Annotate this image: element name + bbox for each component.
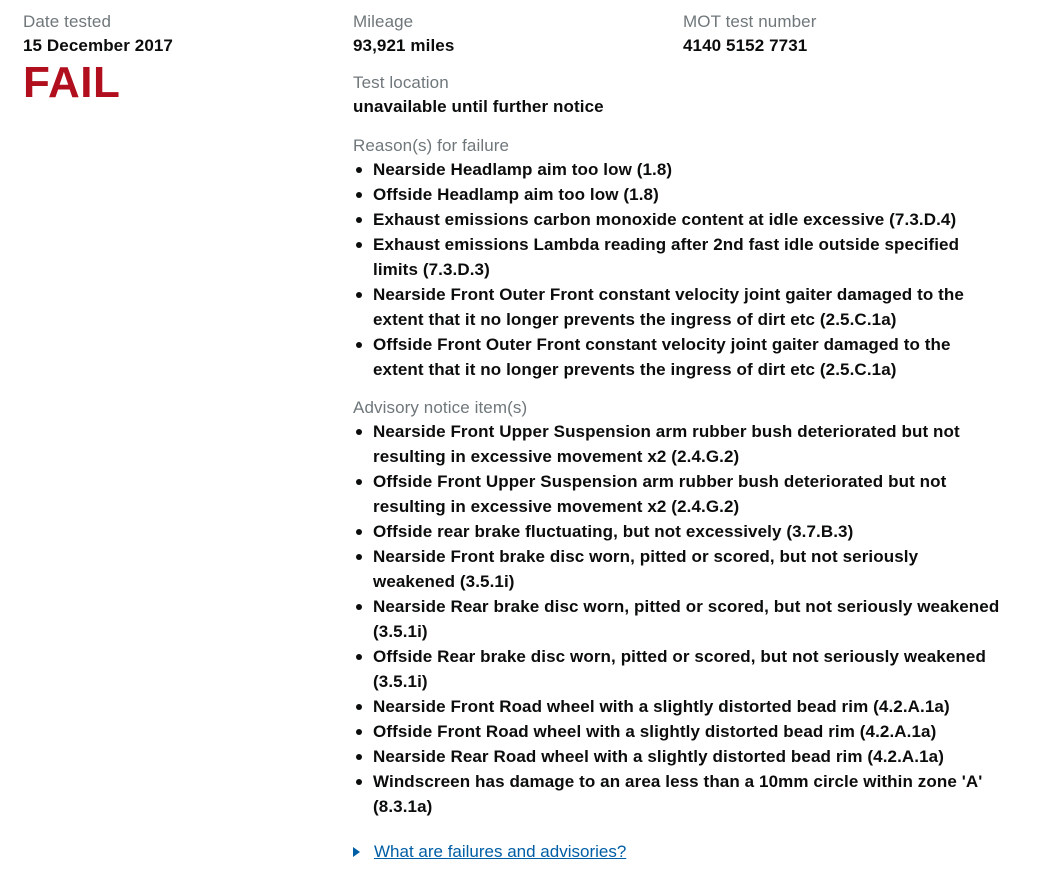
advisories-section <box>353 396 1003 819</box>
mileage-value: 93,921 miles <box>353 36 455 55</box>
advisory-item: Offside rear brake fluctuating, but not excessively (3.7.B.3) <box>353 519 1003 544</box>
test-details <box>353 10 1003 864</box>
failure-item: Exhaust emissions Lambda reading after 2nd fast idle outside specified limits (7.3.D.3) <box>353 232 1003 282</box>
failure-item: Offside Headlamp aim too low (1.8) <box>353 182 1003 207</box>
failures-advisories-help-link[interactable]: What are failures and advisories? <box>374 842 627 861</box>
advisory-item: Windscreen has damage to an area less than a 10mm circle within zone 'A' (8.3.1a) <box>353 769 1003 819</box>
advisory-item: Offside Front Road wheel with a slightly distorted bead rim (4.2.A.1a) <box>353 719 1003 744</box>
date-tested-value: 15 December 2017 <box>23 36 173 55</box>
mileage-label: Mileage <box>353 12 414 31</box>
advisory-item: Nearside Rear brake disc worn, pitted or scored, but not seriously weakened (3.5.1i) <box>353 594 1003 644</box>
failure-item: Nearside Headlamp aim too low (1.8) <box>353 157 1003 182</box>
failures-heading: Reason(s) for failure <box>353 136 510 155</box>
test-location-value: unavailable until further notice <box>353 97 604 116</box>
test-location-block <box>353 71 1003 119</box>
failures-list <box>353 157 1003 382</box>
failure-item: Exhaust emissions carbon monoxide content at idle excessive (7.3.D.4) <box>353 207 1003 232</box>
failures-advisories-help-toggle[interactable] <box>353 839 1003 864</box>
advisory-item: Nearside Front Road wheel with a slightly distorted bead rim (4.2.A.1a) <box>353 694 1003 719</box>
test-result-status: FAIL <box>23 58 121 107</box>
failure-item: Offside Front Outer Front constant velocity joint gaiter damaged to the extent that it no longer prevents the ingress of dirt etc (2.5.C.1a) <box>353 332 1003 382</box>
advisories-list <box>353 419 1003 819</box>
mot-test-number-value: 4140 5152 7731 <box>683 36 808 55</box>
advisory-item: Nearside Rear Road wheel with a slightly distorted bead rim (4.2.A.1a) <box>353 744 1003 769</box>
advisory-item: Offside Front Upper Suspension arm rubber bush deteriorated but not resulting in excessive movement x2 (2.4.G.2) <box>353 469 1003 519</box>
advisory-item: Nearside Front brake disc worn, pitted or scored, but not seriously weakened (3.5.1i) <box>353 544 1003 594</box>
advisory-item: Nearside Front Upper Suspension arm rubber bush deteriorated but not resulting in excessive movement x2 (2.4.G.2) <box>353 419 1003 469</box>
failure-item: Nearside Front Outer Front constant velocity joint gaiter damaged to the extent that it no longer prevents the ingress of dirt etc (2.5.C.1a) <box>353 282 1003 332</box>
date-tested-label: Date tested <box>23 12 112 31</box>
test-summary-left <box>23 10 333 108</box>
advisories-heading: Advisory notice item(s) <box>353 398 528 417</box>
failures-section <box>353 134 1003 382</box>
caret-right-icon[interactable] <box>353 847 360 857</box>
mot-test-number-label: MOT test number <box>683 12 817 31</box>
test-location-label: Test location <box>353 73 449 92</box>
test-summary-right <box>683 10 1023 58</box>
advisory-item: Offside Rear brake disc worn, pitted or scored, but not seriously weakened (3.5.1i) <box>353 644 1003 694</box>
